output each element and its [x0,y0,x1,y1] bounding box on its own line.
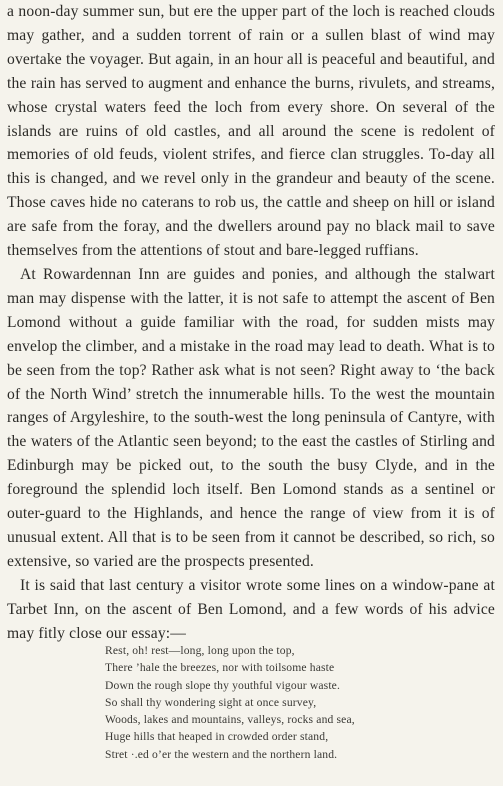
paragraph-loch-weather: a noon-day summer sun, but ere the upper part of the loch is reached clouds may gather, and a sudden torrent of rain or a sullen blast of wind may overtake the voyager. But again, in an hour all is peaceful and beautiful, and the rain has served to augment and enhance the burns, rivulets, and streams, whose crystal waters feed the loch from every shore. On several of the islands are ruins of old castles, and all around the scene is redolent of memories of old feuds, violent strifes, and fierce clan struggles. To-day all this is changed, and we revel only in the grandeur and beauty of the scene. Those caves hide no caterans to rob us, the cattle and sheep on hill or island are safe from the foray, and the dwellers around pay no black mail to save themselves from the attentions of stout and bare-legged ruffians. [7,3,495,260]
paragraph-ben-lomond-ascent: At Rowardennan Inn are guides and ponies, and although the stalwart man may dispense with the latter, it is not safe to attempt the ascent of Ben Lomond without a guide familiar with the road, for sudden mists may envelop the climber, and a mistake in the road may lead to death. What is to be seen from the top? Rather ask what is not seen? Right away to ‘the back of the North Wind’ stretch the innumerable hills. To the west the mountain ranges of Argyleshire, to the south-west the long peninsula of Cantyre, with the waters of the Atlantic seen beyond; to the east the castles of Stirling and Edinburgh may be picked out, to the south the busy Clyde, and in the foreground the splendid loch itself. Ben Lomond stands as a sentinel or outer-guard to the Highlands, and hence the range of view from it is of unusual extent. All that is to be seen from it cannot be described, so rich, so extensive, so varied are the prospects presented. [7,265,495,570]
paragraph-tarbet-inn: It is said that last century a visitor wrote some lines on a window-pane at Tarbet Inn, on the ascent of Ben Lomond, and a few words of his advice may fitly close our essay:— [7,576,495,642]
poem-line: Rest, oh! rest—long, long upon the top, [105,644,295,657]
poem-line: So shall thy wondering sight at once survey, [105,695,317,709]
poem-line: Woods, lakes and mountains, valleys, rocks and sea, [105,713,355,727]
body-text [7,0,495,645]
poem-line: Down the rough slope thy youthful vigour waste. [105,678,341,692]
poem-verse [105,642,495,763]
poem-line: Huge hills that heaped in crowded order stand, [105,730,329,744]
poem-line: Stret ·.ed o’er the western and the northern land. [105,747,338,761]
poem-line: There ’hale the breezes, nor with toilsome haste [105,661,335,675]
